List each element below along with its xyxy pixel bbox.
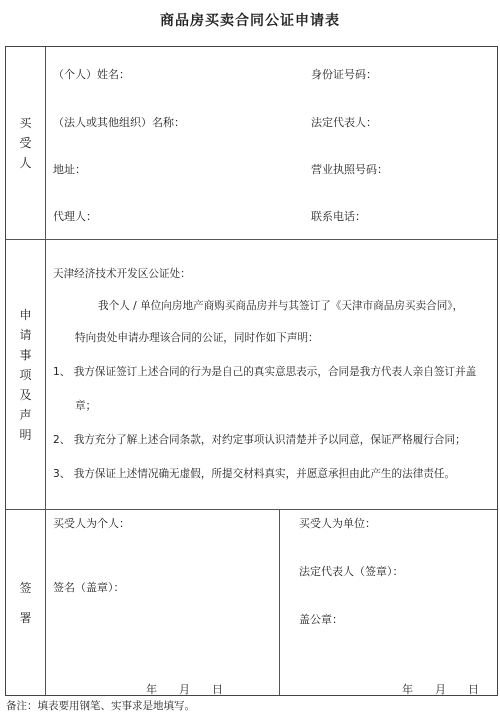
side-char: 项 [19, 367, 32, 382]
individual-signature-label: 签名（盖章）： [53, 581, 125, 594]
individual-name-label: （个人）姓名： [53, 68, 130, 81]
individual-date-label: 年 月 日 [146, 683, 223, 696]
individual-buyer-heading: 买受人为个人： [53, 517, 130, 530]
buyer-side-label [6, 47, 45, 239]
side-column-divider [45, 47, 46, 695]
side-char: 人 [19, 156, 32, 170]
side-char: 署 [19, 610, 32, 625]
side-char: 申 [19, 307, 32, 322]
form-title: 商品房买卖合同公证申请表 [160, 13, 340, 29]
side-char: 事 [19, 347, 32, 362]
entity-date-label: 年 月 日 [402, 683, 479, 696]
address-label: 地址： [53, 163, 86, 176]
footnote: 备注：填表要用钢笔、实事求是地填写。 [6, 700, 195, 712]
side-char: 受 [19, 136, 32, 150]
side-char: 买 [19, 116, 32, 130]
entity-buyer-heading: 买受人为单位： [299, 517, 376, 530]
declaration-item-3: 3、 我方保证上述情况确无虚假，所提交材料真实，并愿意承担由此产生的法律责任。 [53, 468, 456, 480]
side-char: 及 [19, 387, 32, 402]
application-side-label [6, 240, 45, 509]
org-name-label: （法人或其他组织）名称： [53, 116, 185, 129]
company-seal-label: 盖公章： [299, 613, 343, 626]
declaration-item-2: 2、 我方充分了解上述合同条款，对约定事项认识清楚并予以同意，保证严格履行合同； [53, 434, 466, 446]
signature-split-divider [279, 509, 280, 695]
signature-side-label [6, 510, 45, 695]
id-number-label: 身份证号码： [311, 68, 377, 81]
side-char: 签 [19, 580, 32, 595]
declaration-item-1-cont: 章； [75, 400, 97, 412]
addressee-text: 天津经济技术开发区公证处： [53, 268, 191, 280]
legal-rep-signature-label: 法定代表人（签章）： [299, 565, 404, 578]
side-char: 明 [19, 427, 32, 442]
side-char: 声 [19, 407, 32, 422]
section-divider-2 [6, 509, 497, 510]
declaration-item-1: 1、 我方保证签订上述合同的行为是自己的真实意思表示，合同是我方代表人亲自签订并盖 [53, 366, 477, 378]
application-form-table [5, 46, 498, 696]
section-divider-1 [6, 239, 497, 240]
side-char: 请 [19, 327, 32, 342]
phone-label: 联系电话： [311, 210, 366, 223]
legal-rep-label: 法定代表人： [311, 116, 377, 129]
intro-line-1: 我个人 / 单位向房地产商购买商品房并与其签订了《天津市商品房买卖合同》， [98, 300, 464, 312]
agent-label: 代理人： [53, 210, 97, 223]
license-number-label: 营业执照号码： [311, 163, 388, 176]
intro-line-2: 特向贵处申请办理该合同的公证，同时作如下声明： [75, 332, 319, 344]
